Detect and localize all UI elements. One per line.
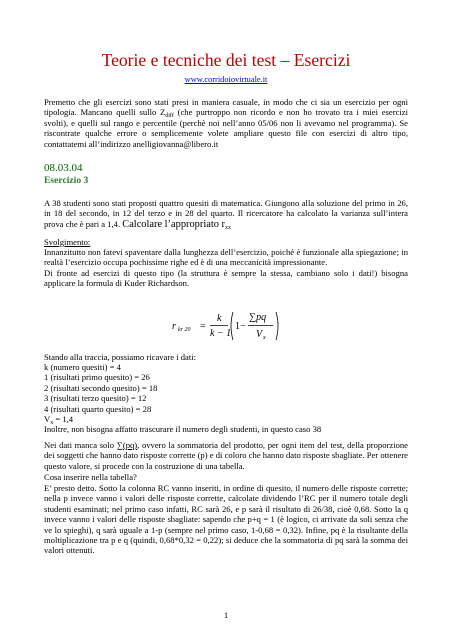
page-number: 1 [223,610,229,620]
vx-value: = 1,4 [53,414,74,425]
vx-subscript: x [50,420,54,427]
explanation-paragraph-1 [44,440,408,471]
table-question: Cosa inserire nella tabella? [44,472,137,482]
data-intro: Stando alla traccia, possiamo ricavare i dati: [44,352,197,362]
vx-item [44,414,408,427]
explanation-text-continued: , ovvero la sommatoria del prodotto, per ogni item del test, della proporzione dei soggetti che hanno dato risposte corrette (p) e di coloro che hanno dato risposte sbagliate. Per ottenere questo valore, si procede con la costruzione di una tabella. [44,440,408,471]
website-link[interactable]: www.corridoiovirtuale.it [184,75,268,84]
formula-sum-denominator-subscript: x [263,335,266,341]
exercise-heading: Esercizio 3 [44,175,89,186]
explanation-paragraph-2: E’ presto detto. Sotto la colonna RC vanno inseriti, in ordine di quesito, il numero delle risposte corrette; nella p invece vanno i valori delle risposte corrette, calcolate dividendo l’RC per il numero totale degli studenti esaminati; nel primo caso infatti, RC sarà 26, e p sarà il risultato di 26/38, cioè 0,68. Sotto la q invece vanno i valori delle risposte sbagliate: sapendo che p+q = 1 (è logico, ci arrivate da soli senza che ve lo spieghi), q sarà uguale a 1-p (sempre nel primo caso, 1-0,68 = 0,32). Infine, pq è la risultante della moltiplicazione tra p e q (quindi, 0,68*0,32 = 0,22); si deduce che la sommatoria di pq sarà la somma dei valori ottenuti. [44,483,408,556]
intro-text-part1: Premetto che gli esercizi sono stati presi in maniera casuale, in modo che ci sia un esercizio per ogni tipologia. Mancano quelli sullo Z [44,97,408,118]
data-item: 4 (risultati quarto quesito) = 28 [44,403,152,414]
data-item: k (numero quesiti) = 4 [44,362,121,372]
students-note: Inoltre, non bisogna affatto trascurare il numero degli studenti, in questo caso 38 [44,424,322,435]
formula-right-paren [276,312,278,340]
explanation-text: Nei dati manca solo [44,440,117,450]
intro-text-part2: (che purtroppo non ricordo e non ho trovato tra i miei esercizi svolti), e quelli sul rango e percentile (perchè noi nell’anno 05/06 non li avevamo nel programma). Se riscontrate qualche errore o semplicemente volete ampliare questo file con esercizi di altro tipo, contattatemi all’indirizzo anelligiovanna@libero.it [44,107,408,149]
exercise-date: 08.03.04 [44,162,83,174]
sum-pq-term: ∑(pq) [116,440,138,450]
kuder-richardson-formula [170,305,290,347]
formula-one-minus: 1− [235,321,246,332]
data-item: 1 (risultati primo quesito) = 26 [44,372,150,383]
vx-label: V [44,414,51,425]
problem-question-subscript: xx [224,224,231,231]
data-list [44,362,408,435]
formula-lhs-subscript: kr 20 [178,327,191,333]
solution-label: Svolgimento: [44,237,91,247]
data-item: 3 (risultati terzo quesito) = 12 [44,393,147,404]
formula-numerator: k [217,313,222,324]
solution-paragraph-1: Innanzitutto non fatevi spaventare dalla lunghezza dell’esercizio, poiché è funzionale alla spiegazione; in realtà l’esercizio occupa pochissime righe ed è di una meccanicità impressionante. [44,247,408,268]
problem-question: Calcolare l’appropriato r [122,218,225,230]
formula-sum-numerator: ∑pq [249,312,267,323]
formula-lhs: r [172,321,176,332]
intro-paragraph [44,97,408,149]
document-title: Teorie e tecniche dei test – Esercizi [101,50,351,70]
solution-paragraph-2: Di fronte ad esercizi di questo tipo (la struttura è sempre la stessa, cambiano solo i dati!) bisogna applicare la formula di Kuder Richardson. [44,268,408,289]
formula-equals: = [200,321,206,332]
problem-paragraph [44,198,408,230]
formula-denominator: k − 1 [210,328,232,339]
formula-left-paren [231,312,233,340]
problem-text: A 38 studenti sono stati proposti quattro quesiti di matematica. Giungono alla soluzione del primo in 26, in 18 del secondo, in 12 del terzo e in 28 del quarto. Il ricercatore ha calcolato la varianza sull’intera prova che è pari a 1,4. [44,198,408,229]
data-item: 2 (risultati secondo quesito) = 18 [44,382,158,393]
formula-sum-denominator: V [256,329,263,340]
z-diff-subscript: diff [165,113,174,120]
